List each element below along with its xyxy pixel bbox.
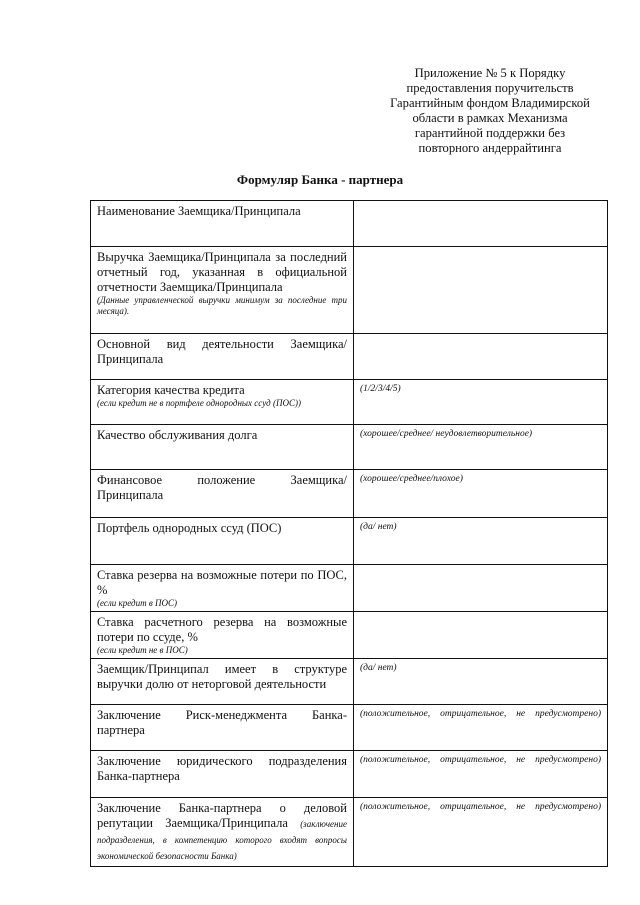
row-label-cell [91, 518, 354, 565]
appendix-line: области в рамках Механизма [412, 111, 568, 125]
row-label: Портфель однородных ссуд (ПОС) [97, 521, 282, 535]
row-label-cell [91, 201, 354, 247]
row-value: (положительное, отрицательное, не предусмотрено) [360, 755, 601, 765]
row-value-cell[interactable] [354, 518, 608, 565]
row-label-cell [91, 425, 354, 470]
row-label-cell [91, 798, 354, 867]
row-label-cell [91, 247, 354, 334]
row-label-cell [91, 334, 354, 380]
row-label: Ставка резерва на возможные потери по ПОС, % [97, 568, 347, 597]
row-value-cell[interactable] [354, 247, 608, 334]
table-row [91, 201, 608, 247]
row-label: Заключение Риск-менеджмента Банка-партнера [97, 708, 347, 737]
row-value-cell[interactable] [354, 334, 608, 380]
table-row [91, 612, 608, 659]
row-value-cell[interactable] [354, 201, 608, 247]
bank-partner-form-table [90, 200, 608, 867]
row-label: Заключение Банка-партнера о деловой репутации Заемщика/Принципала [97, 801, 347, 830]
row-label: Качество обслуживания долга [97, 428, 258, 442]
row-label: Заемщик/Принципал имеет в структуре выручки долю от неторговой деятельности [97, 662, 347, 691]
row-label: Основной вид деятельности Заемщика/Принципала [97, 337, 347, 366]
row-note: (если кредит в ПОС) [97, 598, 177, 608]
table-row [91, 247, 608, 334]
table-row [91, 425, 608, 470]
table-row [91, 798, 608, 867]
row-label-cell [91, 612, 354, 659]
row-note: (если кредит не в ПОС) [97, 645, 188, 655]
row-note: (заключение подразделения, в компетенцию которого входят вопросы экономической безопасности Банка) [97, 819, 347, 861]
appendix-header [380, 66, 600, 156]
appendix-line: Приложение № 5 к Порядку [414, 66, 566, 80]
row-label: Выручка Заемщика/Принципала за последний отчетный год, указанная в официальной отчетности Заемщика/Принципала [97, 250, 347, 294]
row-value-cell[interactable] [354, 798, 608, 867]
row-value-cell[interactable] [354, 565, 608, 612]
appendix-line: гарантийной поддержки без [414, 126, 566, 140]
appendix-line: повторного андеррайтинга [418, 141, 562, 155]
row-label-cell [91, 380, 354, 425]
form-title: Формуляр Банка - партнера [236, 172, 404, 187]
row-value: (да/ нет) [360, 522, 397, 532]
row-value: (хорошее/среднее/ неудовлетворительное) [360, 429, 533, 439]
row-value-cell[interactable] [354, 659, 608, 705]
row-value: (да/ нет) [360, 663, 397, 673]
row-value: (положительное, отрицательное, не предусмотрено) [360, 709, 601, 719]
table-row [91, 380, 608, 425]
table-row [91, 659, 608, 705]
table-row [91, 334, 608, 380]
table-row [91, 565, 608, 612]
appendix-line: Гарантийным фондом Владимирской [390, 96, 590, 110]
row-label-cell [91, 470, 354, 518]
appendix-line: предоставления поручительств [406, 81, 574, 95]
row-value-cell[interactable] [354, 425, 608, 470]
row-label-cell [91, 565, 354, 612]
row-label-cell [91, 659, 354, 705]
row-label: Наименование Заемщика/Принципала [97, 204, 301, 218]
row-value: (хорошее/среднее/плохое) [360, 474, 463, 484]
row-value-cell[interactable] [354, 380, 608, 425]
row-label-cell [91, 751, 354, 798]
row-value-cell[interactable] [354, 751, 608, 798]
row-label: Категория качества кредита [97, 383, 245, 397]
table-row [91, 518, 608, 565]
row-value-cell[interactable] [354, 470, 608, 518]
row-note: (Данные управленческой выручки минимум за последние три месяца). [97, 295, 347, 316]
table-row [91, 751, 608, 798]
row-label: Заключение юридического подразделения Банка-партнера [97, 754, 347, 783]
row-value: (1/2/3/4/5) [360, 384, 401, 394]
table-row [91, 470, 608, 518]
row-note: (если кредит не в портфеле однородных ссуд (ПОС)) [97, 398, 301, 408]
row-label-cell [91, 705, 354, 751]
row-value-cell[interactable] [354, 705, 608, 751]
row-label: Финансовое положение Заемщика/Принципала [97, 473, 347, 502]
row-value-cell[interactable] [354, 612, 608, 659]
table-row [91, 705, 608, 751]
row-label: Ставка расчетного резерва на возможные потери по ссуде, % [97, 615, 347, 644]
row-value: (положительное, отрицательное, не предусмотрено) [360, 802, 601, 812]
